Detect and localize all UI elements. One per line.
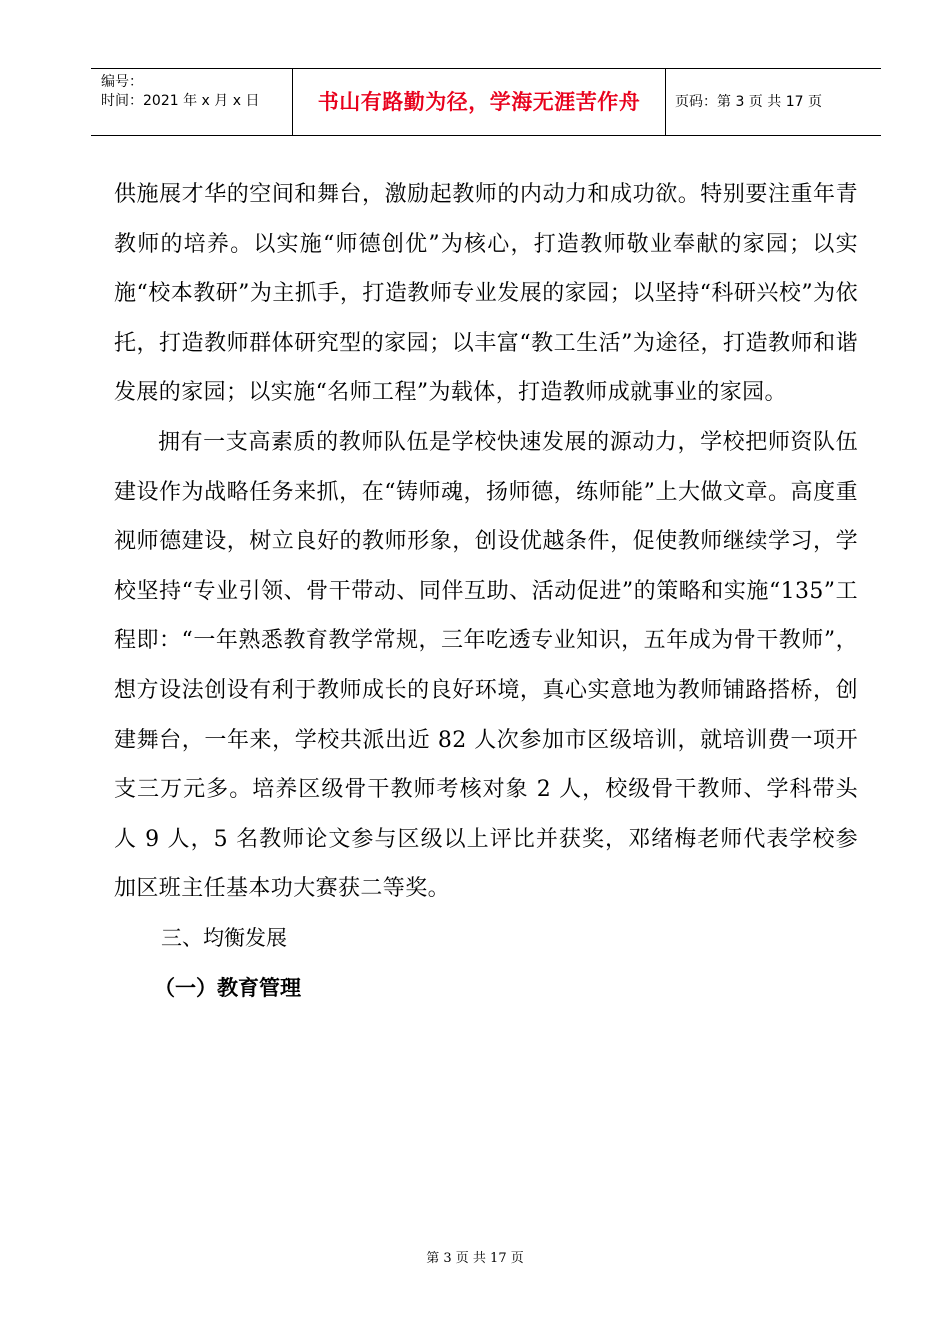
page-footer — [0, 1247, 950, 1266]
subsection-heading: （一）教育管理 — [154, 975, 301, 1000]
header-motto: 书山有路勤为径，学海无涯苦作舟 — [317, 90, 641, 114]
paragraph-teacher-team: 拥有一支高素质的教师队伍是学校快速发展的源动力，学校把师资队伍建设作为战略任务来抓，在“铸师魂，扬师德，练师能”上大做文章。高度重视师德建设，树立良好的教师形象，创设优越条件，促使教师继续学习，学校坚持“专业引领、骨干带动、同伴互助、活动促进”的策略和实施“135”工程即：“一年熟悉教育教学常规，三年吃透专业知识，五年成为骨干教师”，想方设法创设有利于教师成长的良好环境，真心实意地为教师铺路搭桥，创建舞台，一年来，学校共派出近 82 人次参加市区级培训，就培训费一项开支三万元多。培养区级骨干教师考核对象 2 人，校级骨干教师、学科带头人 9 人，5 名教师论文参与区级以上评比并获奖，邓绪梅老师代表学校参加区班主任基本功大赛获二等奖。 — [114, 429, 858, 902]
header-divider — [665, 69, 666, 135]
header-number-label: 编号： — [101, 74, 143, 90]
header-meta — [101, 73, 291, 111]
paragraph-continued: 供施展才华的空间和舞台，激励起教师的内动力和成功欲。特别要注重年青教师的培养。以实施“师德创优”为核心，打造教师敬业奉献的家园；以实施“校本教研”为主抓手，打造教师专业发展的家园；以坚持“科研兴校”为依托，打造教师群体研究型的家园；以丰富“教工生活”为途径，打造教师和谐发展的家园；以实施“名师工程”为载体，打造教师成就事业的家园。 — [114, 182, 858, 406]
header-time-label: 时间：2021 年 x 月 x 日 — [101, 93, 260, 109]
header-page-label: 页码：第 3 页 共 17 页 — [675, 94, 822, 110]
section-heading: 三、均衡发展 — [161, 925, 287, 950]
document-body — [114, 170, 858, 1013]
footer-page-number: 第 3 页 共 17 页 — [426, 1251, 524, 1266]
page-header — [91, 68, 881, 136]
